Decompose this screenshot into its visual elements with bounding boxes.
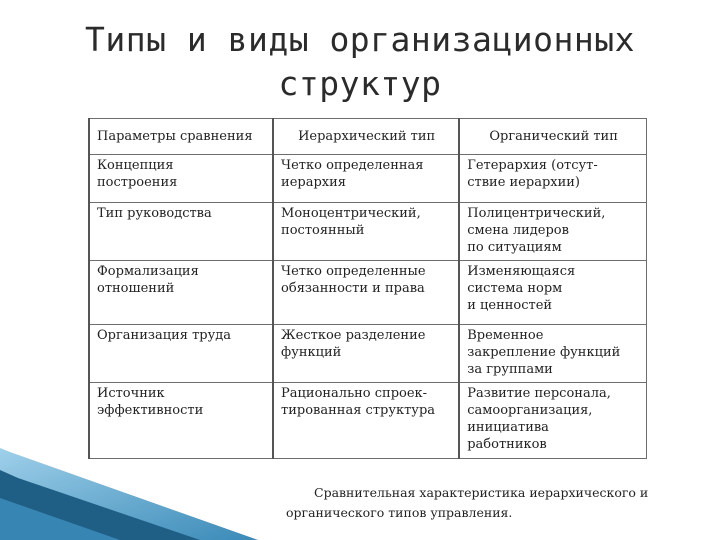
- comparison-table: [88, 118, 647, 459]
- table-row: [89, 155, 647, 203]
- row-hierarchical-value: Жесткое разделение функций: [273, 325, 459, 383]
- table-row: [89, 261, 647, 325]
- slide-title-line-2: структур: [278, 64, 442, 103]
- row-parameter: Источник эффективности: [89, 383, 273, 459]
- row-organic-value: Изменяющаяся система норм и ценностей: [459, 261, 646, 325]
- header-parameters: Параметры сравнения: [89, 119, 273, 155]
- table-row: [89, 203, 647, 261]
- row-organic-value: Полицентрический, смена лидеров по ситуациям: [459, 203, 646, 261]
- row-organic-value: Временное закрепление функций за группами: [459, 325, 646, 383]
- header-hierarchical: Иерархический тип: [273, 119, 459, 155]
- caption-line-1: Сравнительная характеристика иерархического и: [314, 485, 649, 500]
- slide-title: [40, 18, 680, 106]
- table-row: [89, 325, 647, 383]
- row-parameter: Тип руководства: [89, 203, 273, 261]
- row-hierarchical-value: Рационально спроек- тированная структура: [273, 383, 459, 459]
- row-hierarchical-value: Четко определенная иерархия: [273, 155, 459, 203]
- row-hierarchical-value: Моноцентрический, постоянный: [273, 203, 459, 261]
- corner-decoration: [0, 440, 260, 540]
- row-hierarchical-value: Четко определенные обязанности и права: [273, 261, 459, 325]
- row-parameter: Организация труда: [89, 325, 273, 383]
- row-organic-value: Развитие персонала, самоорганизация, инициатива работников: [459, 383, 646, 459]
- table-caption: [286, 483, 686, 523]
- slide-title-line-1: Типы и виды организационных: [85, 20, 635, 59]
- row-organic-value: Гетерархия (отсут- ствие иерархии): [459, 155, 646, 203]
- row-parameter: Концепция построения: [89, 155, 273, 203]
- table-header-row: [89, 119, 647, 155]
- header-organic: Органический тип: [459, 119, 646, 155]
- caption-line-2: органического типов управления.: [286, 505, 513, 520]
- row-parameter: Формализация отношений: [89, 261, 273, 325]
